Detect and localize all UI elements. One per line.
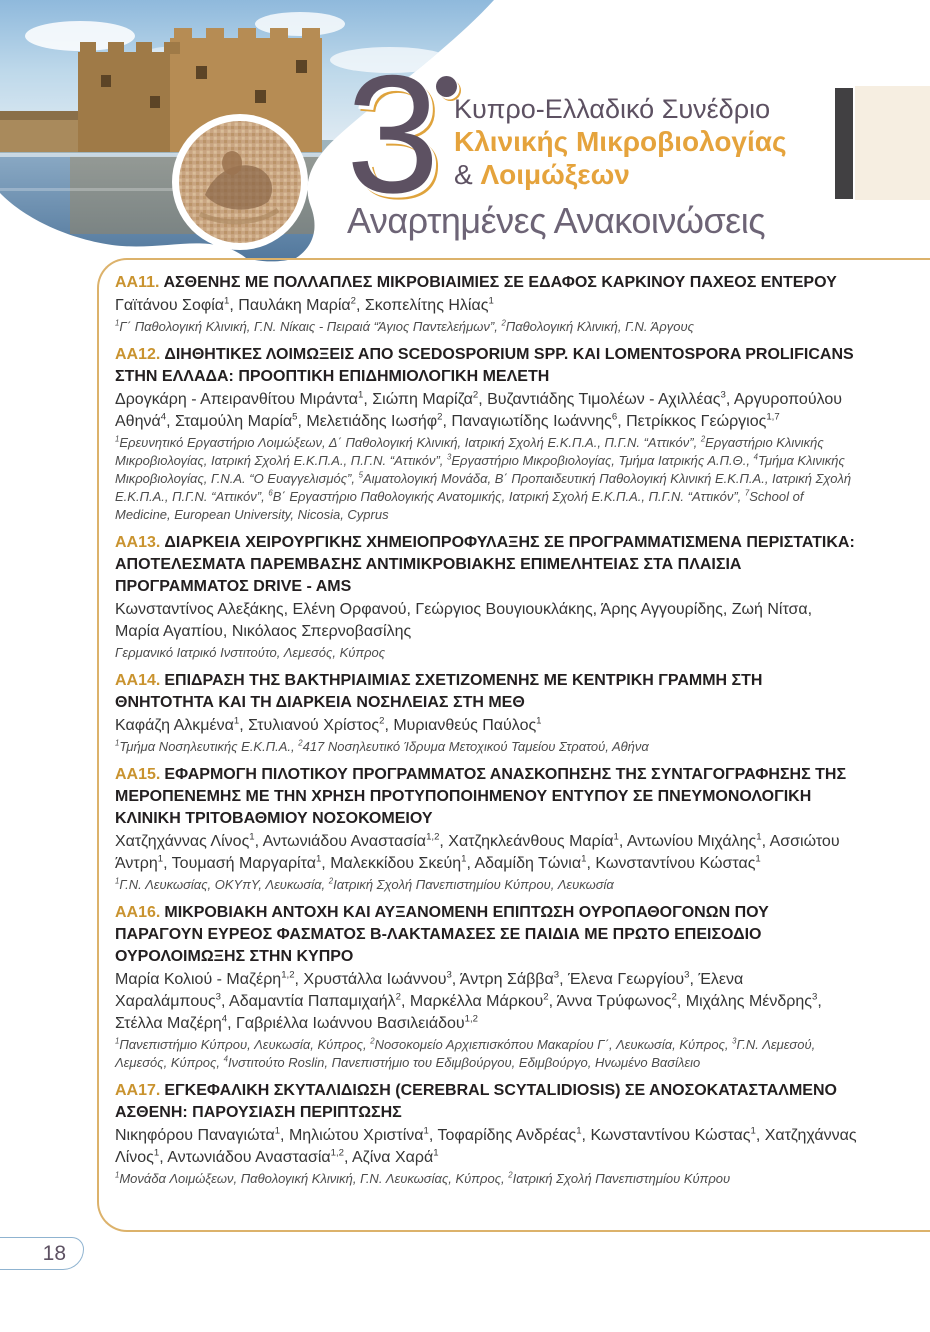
conference-title-line3-text: Λοιμώξεων bbox=[480, 159, 630, 190]
abstract-title: AA12. ΔΙΗΘΗΤΙΚΕΣ ΛΟΙΜΩΞΕΙΣ ΑΠΟ SCEDOSPORIUM SPP. ΚΑΙ LOMENTOSPORA PROLIFICANS ΣΤΗΝ ΕΛΛΑΔΑ: ΠΡΟΟΠΤΙΚΗ ΕΠΙΔΗΜΙΟΛΟΓΙΚΗ ΜΕΛΕΤΗ bbox=[115, 346, 854, 385]
abstract-affiliations: $^1$Γ.Ν. Λευκωσίας, ΟΚΥπΥ, Λευκωσία, $^2$Ιατρική Σχολή Πανεπιστημίου Κύπρου, Λευκωσία bbox=[115, 876, 614, 892]
abstract-title: AA16. ΜΙΚΡΟΒΙΑΚΗ ΑΝΤΟΧΗ ΚΑΙ ΑΥΞΑΝΟΜΕΝΗ ΕΠΙΠΤΩΣΗ ΟΥΡΟΠΑΘΟΓΟΝΩΝ ΠΟΥ ΠΑΡΑΓΟΥΝ ΕΥΡΕΟΣ ΦΑΣΜΑΤΟΣ Β-ΛΑΚΤΑΜΑΣΕΣ ΣΕ ΠΑΙΔΙΑ ΜΕ ΠΡΩΤΟ ΕΠΕΙΣΟΔΙΟ ΟΥΡΟΛΟΙΜΩΞΗΣ ΣΤΗΝ ΚΥΠΡΟ bbox=[115, 904, 769, 965]
abstract-authors: Καφάζη Αλκμένα$^1$, Στυλιανού Χρίστος$^2$, Μυριανθεύς Παύλος$^1$ bbox=[115, 715, 542, 734]
page-number-arc bbox=[0, 1237, 84, 1270]
section-title: Αναρτημένες Ανακοινώσεις bbox=[347, 200, 766, 241]
abstract-code: AA17. bbox=[115, 1082, 161, 1099]
abstract-affiliations: $^1$Γ΄ Παθολογική Κλινική, Γ.Ν. Νίκαις - Πειραιά “Άγιος Παντελεήμων”, $^2$Παθολογική Κλινική, Γ.Ν. Άργους bbox=[115, 318, 694, 334]
abstract-affiliations: $^1$Μονάδα Λοιμώξεων, Παθολογική Κλινική, Γ.Ν. Λευκωσίας, Κύπρος, $^2$Ιατρική Σχολή Πανεπιστημίου Κύπρου bbox=[115, 1170, 731, 1186]
abstract-entry-aa16 bbox=[115, 902, 858, 1072]
abstract-authors: Νικηφόρου Παναγιώτα$^1$, Μηλιώτου Χριστίνα$^1$, Τοφαρίδης Ανδρέας$^1$, Κωνσταντίνου Κώστας$^1$, Χατζηχάννας Λίνος$^1$, Αντωνιάδου Αναστασία$^{1,2}$, Αζίνα Χαρά$^1$ bbox=[115, 1125, 857, 1166]
abstract-title: AA11. ΑΣΘΕΝΗΣ ΜΕ ΠΟΛΛΑΠΛΕΣ ΜΙΚΡΟΒΙΑΙΜΙΕΣ ΣΕ ΕΔΑΦΟΣ ΚΑΡΚΙΝΟΥ ΠΑΧΕΟΣ ΕΝΤΕΡΟΥ bbox=[115, 274, 837, 291]
abstract-affiliations: $^1$Ερευνητικό Εργαστήριο Λοιμώξεων, Δ΄ Παθολογική Κλινική, Ιατρική Σχολή Ε.Κ.Π.Α., Π.Γ.Ν. “Αττικόν”, $^2$Εργαστήριο Κλινικής Μικροβιολογίας, Ιατρική Σχολή Ε.Κ.Π.Α., Π.Γ.Ν. “Αττικόν”, $^3$Εργαστήριο Μικροβιολογίας, Τμήμα Ιατρικής Α.Π.Θ., $^4$Τμήμα Κλινικής Μικροβιολογίας, Γ.Ν.Α. “Ο Ευαγγελισμός”, $^5$Αιματολογική Μονάδα, Β΄ Προπαιδευτική Παθολογική Κλινική Ε.Κ.Π.Α., Ιατρική Σχολή Ε.Κ.Π.Α., Π.Γ.Ν. “Αττικόν”, $^6$Β΄ Εργαστήριο Παθολογικής Ανατομικής, Ιατρική Σχολή Ε.Κ.Π.Α., Π.Γ.Ν. “Αττικόν”, $^7$School of Medicine, European University, Nicosia, Cyprus bbox=[115, 434, 852, 522]
decor-dark-bar bbox=[835, 88, 853, 199]
abstract-authors: Δρογκάρη - Απειρανθίτου Μιράντα$^1$, Σιώπη Μαρίζα$^2$, Βυζαντιάδης Τιμολέων - Αχιλλέας$^3$, Αργυροπούλου Αθηνά$^4$, Σταμούλη Μαρία$^5$, Μελετιάδης Ιωσήφ$^2$, Παναγιωτίδης Ιωάννης$^6$, Πετρίκκος Γεώργιος$^{1,7}$ bbox=[115, 389, 842, 430]
abstract-code: AA13. bbox=[115, 534, 161, 551]
abstract-code: AA11. bbox=[115, 274, 160, 291]
abstract-authors: Χατζηχάννας Λίνος$^1$, Αντωνιάδου Αναστασία$^{1,2}$, Χατζηκλεάνθους Μαρία$^1$, Αντωνίου Μιχάλης$^1$, Ασσιώτου Άντρη$^1$, Τουμασή Μαργαρίτα$^1$, Μαλεκκίδου Σκεύη$^1$, Αδαμίδη Τώνια$^1$, Κωνσταντίνου Κώστας$^1$ bbox=[115, 831, 840, 872]
abstract-entry-aa12 bbox=[115, 344, 858, 524]
conference-title-line1: Κυπρο-Ελλαδικό Συνέδριο bbox=[454, 94, 771, 124]
abstract-title: AA14. ΕΠΙΔΡΑΣΗ ΤΗΣ ΒΑΚΤΗΡΙΑΙΜΙΑΣ ΣΧΕΤΙΖΟΜΕΝΗΣ ΜΕ ΚΕΝΤΡΙΚΗ ΓΡΑΜΜΗ ΣΤΗ ΘΝΗΤΟΤΗΤΑ ΚΑΙ ΤΗ ΔΙΑΡΚΕΙΑ ΝΟΣΗΛΕΙΑΣ ΣΤΗ ΜΕΘ bbox=[115, 672, 763, 711]
page-number: 18 bbox=[42, 1242, 66, 1265]
decor-beige-panel bbox=[855, 86, 930, 200]
edition-number: 3 bbox=[346, 40, 434, 228]
abstract-entry-aa13 bbox=[115, 532, 858, 662]
abstract-authors: Κωνσταντίνος Αλεξάκης, Ελένη Ορφανού, Γεώργιος Βουγιουκλάκης, Άρης Αγγουρίδης, Ζωή Νίτσα, Μαρία Αγαπίου, Νικόλαος Σπερνοβασίλης bbox=[115, 601, 813, 640]
abstract-authors: Γαϊτάνου Σοφία$^1$, Παυλάκη Μαρία$^2$, Σκοπελίτης Ηλίας$^1$ bbox=[115, 295, 494, 314]
abstract-affiliations: $^1$Τμήμα Νοσηλευτικής Ε.Κ.Π.Α., $^2$417 Νοσηλευτικό Ίδρυμα Μετοχικού Ταμείου Στρατού, Αθήνα bbox=[115, 738, 649, 754]
conference-title-line3 bbox=[454, 158, 787, 191]
abstract-entry-aa14 bbox=[115, 670, 858, 756]
abstract-code: AA16. bbox=[115, 904, 161, 921]
conference-title-line2: Κλινικής Μικροβιολογίας bbox=[454, 126, 787, 157]
ampersand: & bbox=[454, 159, 473, 190]
abstract-title: AA17. ΕΓΚΕΦΑΛΙΚΗ ΣΚΥΤΑΛΙΔΙΩΣΗ (CEREBRAL SCYTALIDIOSIS) ΣΕ ΑΝΟΣΟΚΑΤΑΣΤΑΛΜΕΝΟ ΑΣΘΕΝΗ: ΠΑΡΟΥΣΙΑΣΗ ΠΕΡΙΠΤΩΣΗΣ bbox=[115, 1082, 837, 1121]
abstract-entry-aa11 bbox=[115, 272, 858, 336]
mosaic-inset-photo bbox=[172, 114, 308, 250]
abstract-code: AA15. bbox=[115, 766, 161, 783]
abstract-authors: Μαρία Κολιού - Μαζέρη$^{1,2}$, Χρυστάλλα Ιωάννου$^3$, Άντρη Σάββα$^3$, Έλενα Γεωργίου$^3$, Έλενα Χαραλάμπους$^3$, Αδαμαντία Παπαμιχαήλ$^2$, Μαρκέλλα Μάρκου$^2$, Άννα Τρύφωνος$^2$, Μιχάλης Μένδρης$^3$, Στέλλα Μαζέρη$^4$, Γαβριέλλα Ιωάννου Βασιλειάδου$^{1,2}$ bbox=[115, 969, 822, 1032]
abstract-code: AA12. bbox=[115, 346, 161, 363]
abstract-affiliations: $^1$Πανεπιστήμιο Κύπρου, Λευκωσία, Κύπρος, $^2$Νοσοκομείο Αρχιεπισκόπου Μακαρίου Γ΄, Λευκωσία, Κύπρος, $^3$Γ.Ν. Λεμεσού, Λεμεσός, Κύπρος, $^4$Ινστιτούτο Roslin, Πανεπιστήμιο του Εδιμβούργου, Εδιμβούργο, Ηνωμένο Βασίλειο bbox=[115, 1036, 816, 1070]
abstract-entry-aa15 bbox=[115, 764, 858, 894]
abstract-affiliations: Γερμανικό Ιατρικό Ινστιτούτο, Λεμεσός, Κύπρος bbox=[115, 645, 386, 660]
abstract-title: AA15. ΕΦΑΡΜΟΓΗ ΠΙΛΟΤΙΚΟΥ ΠΡΟΓΡΑΜΜΑΤΟΣ ΑΝΑΣΚΟΠΗΣΗΣ ΤΗΣ ΣΥΝΤΑΓΟΓΡΑΦΗΣΗΣ ΤΗΣ ΜΕΡΟΠΕΝΕΜΗΣ ΜΕ ΤΗΝ ΧΡΗΣΗ ΠΡΟΤΥΠΟΠΟΙΗΜΕΝΟΥ ΕΝΤΥΠΟΥ ΣΕ ΠΝΕΥΜΟΝΟΛΟΓΙΚΗ ΚΛΙΝΙΚΗ ΤΡΙΤΟΒΑΘΜΙΟΥ ΝΟΣΟΚΟΜΕΙΟΥ bbox=[115, 766, 847, 827]
conference-title bbox=[454, 94, 787, 191]
abstract-code: AA14. bbox=[115, 672, 161, 689]
abstracts-box bbox=[97, 258, 930, 1232]
abstract-entry-aa17 bbox=[115, 1080, 858, 1188]
abstract-title: AA13. ΔΙΑΡΚΕΙΑ ΧΕΙΡΟΥΡΓΙΚΗΣ ΧΗΜΕΙΟΠΡΟΦΥΛΑΞΗΣ ΣΕ ΠΡΟΓΡΑΜΜΑΤΙΣΜΕΝΑ ΠΕΡΙΣΤΑΤΙΚΑ: ΑΠΟΤΕΛΕΣΜΑΤΑ ΠΑΡΕΜΒΑΣΗΣ ΑΝΤΙΜΙΚΡΟΒΙΑΚΗΣ ΕΠΙΜΕΛΗΤΕΙΑΣ ΣΤΑ ΠΛΑΙΣΙΑ ΠΡΟΓΡΑΜΜΑΤΟΣ DRIVE - AMS bbox=[115, 534, 855, 595]
